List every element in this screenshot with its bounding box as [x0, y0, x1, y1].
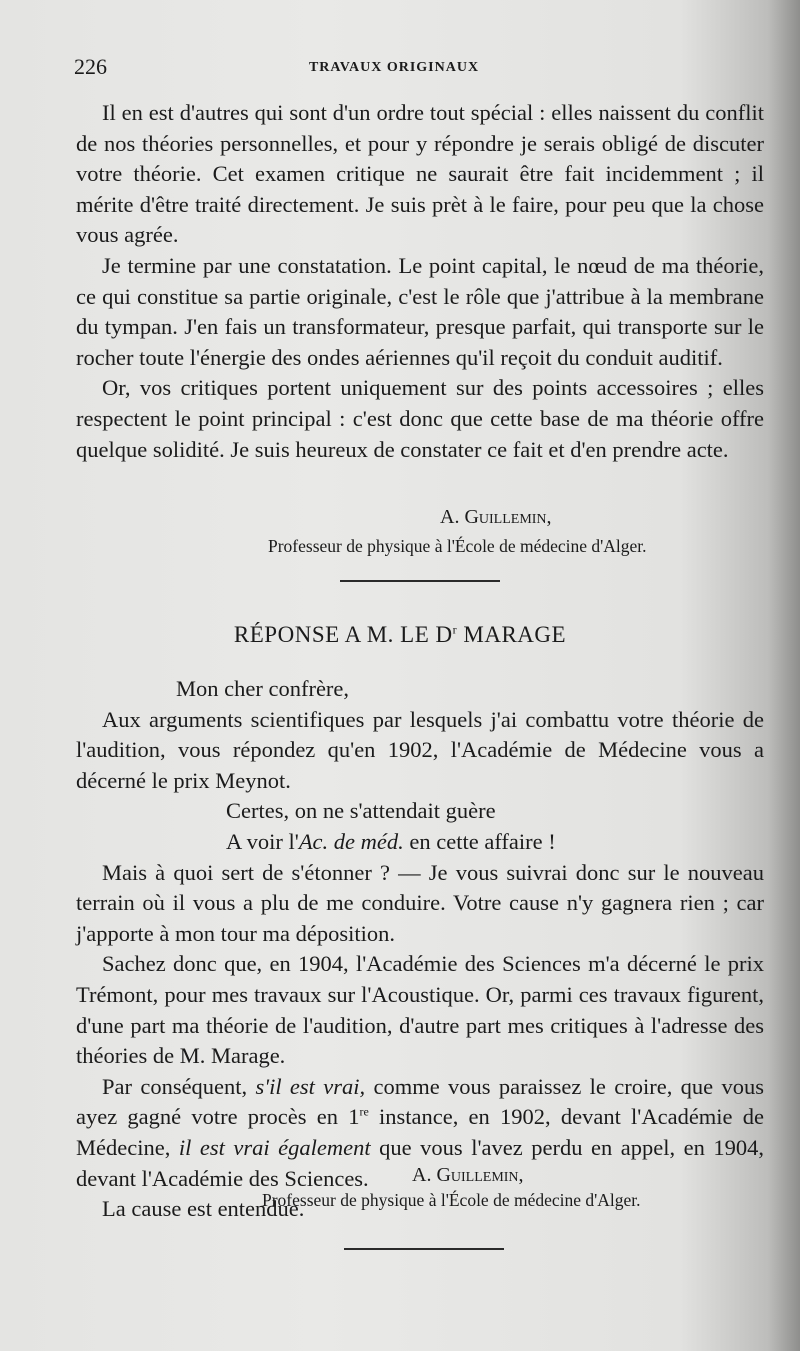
paragraph: Or, vos critiques portent uniquement sur des points accessoires ; elles respectent le point principal : c'est donc que cette base de ma théorie offre quelque solidité. Je suis heureux de constater ce fait et d'en prendre acte.	[76, 375, 764, 462]
verse-line: Certes, on ne s'attendait guère	[226, 798, 496, 824]
page-number: 226	[74, 54, 107, 79]
signature-initial: A.	[440, 506, 465, 528]
section-divider	[340, 580, 500, 582]
paragraph: Aux arguments scientifiques par lesquels j'ai combattu votre théorie de l'audition, vous répondez qu'en 1902, l'Académie de Médecine vous a décerné le prix Meynot.	[76, 706, 764, 793]
paragraph: Il en est d'autres qui sont d'un ordre tout spécial : elles naissent du conflit de nos théories personnelles, et pour y répondre je serais obligé de discuter votre théorie. Cet examen critique ne saurait être fait incidemment ; il mérite d'être traité directement. Je suis prèt à le faire, pour peu que la chose vous agrée.	[76, 100, 764, 248]
end-divider	[344, 1248, 504, 1250]
salutation: Mon cher confrère,	[176, 676, 350, 701]
verse-line: A voir l'Ac. de méd. en cette affaire !	[226, 828, 556, 854]
signature-1	[440, 506, 552, 529]
letter-text-part2	[76, 674, 764, 1225]
signature-initial: A.	[412, 1164, 437, 1186]
running-title: TRAVAUX ORIGINAUX	[308, 60, 480, 75]
signature-name: Guillemin,	[464, 506, 552, 528]
affiliation-1: Professeur de physique à l'École de médecine d'Alger.	[268, 536, 647, 556]
paragraph: Sachez donc que, en 1904, l'Académie des Sciences m'a décerné le prix Trémont, pour mes travaux sur l'Acoustique. Or, parmi ces travaux figurent, d'une part ma théorie de l'audition, d'autre part mes critiques à l'adresse des théories de M. Marage.	[76, 951, 764, 1069]
running-header	[74, 54, 714, 84]
paragraph: Mais à quoi sert de s'étonner ? — Je vous suivrai donc sur le nouveau terrain où il vous a plu de me conduire. Votre cause n'y gagnera rien ; car j'apporte à mon tour ma déposition.	[76, 859, 764, 946]
paragraph: Je termine par une constatation. Le point capital, le nœud de ma théorie, ce qui constitue sa partie originale, c'est le rôle que j'attribue à la membrane du tympan. J'en fais un transformateur, presque parfait, qui transporte sur le rocher toute l'énergie des ondes aériennes qu'il reçoit du conduit auditif.	[76, 252, 764, 370]
paragraph: Par conséquent, s'il est vrai, comme vous paraissez le croire, que vous ayez gagné votre procès en 1re instance, en 1902, devant l'Académie de Médecine, il est vrai également que vous l'avez perdu en appel, en 1904, devant l'Académie des Sciences.	[76, 1073, 765, 1191]
section-heading: RÉPONSE A M. LE $D^r$ MARAGE	[233, 622, 567, 647]
signature-2	[412, 1164, 524, 1187]
signature-name: Guillemin,	[436, 1164, 524, 1186]
paragraph: La cause est entendue.	[102, 1196, 305, 1222]
affiliation-2: Professeur de physique à l'École de médecine d'Alger.	[262, 1190, 641, 1210]
letter-text-part1	[76, 98, 764, 465]
